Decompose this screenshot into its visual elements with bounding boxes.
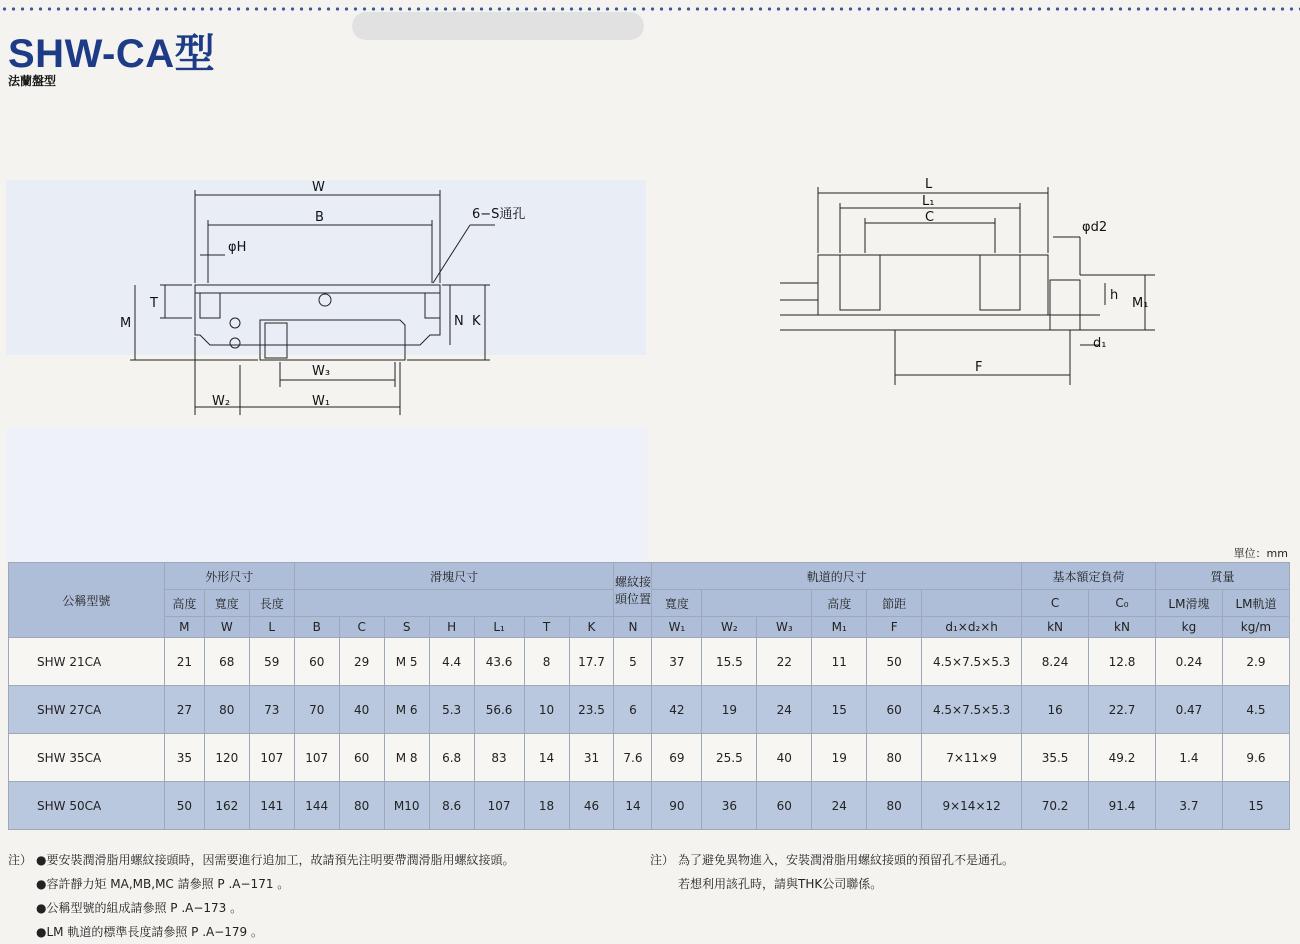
- label-W3: W₃: [312, 364, 331, 379]
- model-cell: SHW 21CA: [9, 638, 165, 686]
- sym-W3: W₃: [757, 617, 812, 638]
- sub-rail-width: 寬度: [652, 590, 702, 617]
- table-cell: M10: [384, 782, 429, 830]
- table-cell: 21: [164, 638, 204, 686]
- ghost-table-background: [6, 428, 648, 568]
- label-L1: L₁: [922, 194, 935, 209]
- table-cell: 7×11×9: [922, 734, 1022, 782]
- sub-width: 寬度: [204, 590, 249, 617]
- sym-N: N: [614, 617, 652, 638]
- sym-C-load: C: [1022, 590, 1089, 617]
- table-row: [9, 734, 1290, 782]
- label-W1: W₁: [312, 394, 331, 409]
- table-cell: 120: [204, 734, 249, 782]
- table-row: [9, 782, 1290, 830]
- label-B: B: [315, 210, 324, 225]
- header-load: 基本額定負荷: [1022, 563, 1156, 590]
- table-cell: 31: [569, 734, 614, 782]
- table-cell: 8: [524, 638, 569, 686]
- label-T: T: [150, 296, 158, 311]
- unit-kN-C: kN: [1022, 617, 1089, 638]
- table-cell: 70.2: [1022, 782, 1089, 830]
- table-cell: 8.6: [429, 782, 474, 830]
- note-right-1: [650, 848, 1014, 872]
- label-K: K: [472, 314, 481, 329]
- note-text: ●LM 軌道的標準長度請參照 P .A−179 。: [36, 925, 263, 939]
- table-cell: 6.8: [429, 734, 474, 782]
- label-M: M: [120, 316, 132, 331]
- table-cell: 4.5: [1222, 686, 1289, 734]
- table-cell: 9.6: [1222, 734, 1289, 782]
- dotted-border: [0, 6, 1300, 12]
- notes-right: [650, 848, 1014, 896]
- note-left-4: [8, 920, 514, 944]
- sym-S: S: [384, 617, 429, 638]
- label-C: C: [925, 210, 935, 225]
- table-row: [9, 686, 1290, 734]
- sym-K: K: [569, 617, 614, 638]
- table-cell: 80: [867, 782, 922, 830]
- table-cell: 35: [164, 734, 204, 782]
- sym-H: H: [429, 617, 474, 638]
- table-cell: 12.8: [1089, 638, 1156, 686]
- spec-table-body: [9, 638, 1290, 830]
- table-cell: 162: [204, 782, 249, 830]
- sym-W: W: [204, 617, 249, 638]
- table-cell: 91.4: [1089, 782, 1156, 830]
- table-cell: 16: [1022, 686, 1089, 734]
- sub-length: 長度: [249, 590, 294, 617]
- unit-kgm: kg/m: [1222, 617, 1289, 638]
- table-cell: 0.47: [1155, 686, 1222, 734]
- table-cell: 4.4: [429, 638, 474, 686]
- header-mass: 質量: [1155, 563, 1289, 590]
- sym-d: d₁×d₂×h: [922, 617, 1022, 638]
- table-cell: 1.4: [1155, 734, 1222, 782]
- table-cell: 59: [249, 638, 294, 686]
- table-cell: 18: [524, 782, 569, 830]
- sym-C: C: [339, 617, 384, 638]
- table-cell: 15: [1222, 782, 1289, 830]
- table-cell: 73: [249, 686, 294, 734]
- table-row: [9, 638, 1290, 686]
- note-prefix: 注）: [650, 853, 675, 867]
- label-d1: d₁: [1093, 336, 1107, 351]
- table-cell: 8.24: [1022, 638, 1089, 686]
- table-cell: 15: [812, 686, 867, 734]
- table-cell: 29: [339, 638, 384, 686]
- header-outer: 外形尺寸: [164, 563, 294, 590]
- table-cell: 69: [652, 734, 702, 782]
- unit-kN-C0: kN: [1089, 617, 1156, 638]
- table-cell: 7.6: [614, 734, 652, 782]
- table-cell: 49.2: [1089, 734, 1156, 782]
- model-cell: SHW 50CA: [9, 782, 165, 830]
- table-cell: 14: [524, 734, 569, 782]
- table-cell: 43.6: [474, 638, 524, 686]
- table-cell: 22: [757, 638, 812, 686]
- sym-M: M: [164, 617, 204, 638]
- table-cell: 60: [867, 686, 922, 734]
- table-cell: 5: [614, 638, 652, 686]
- table-cell: M 5: [384, 638, 429, 686]
- table-cell: 6: [614, 686, 652, 734]
- table-cell: 60: [294, 638, 339, 686]
- sym-C0: C₀: [1089, 590, 1156, 617]
- label-N: N: [454, 314, 464, 329]
- label-phid2: φd2: [1082, 220, 1108, 235]
- table-cell: 46: [569, 782, 614, 830]
- table-cell: 23.5: [569, 686, 614, 734]
- label-phiH: φH: [228, 240, 247, 255]
- header-block: 滑塊尺寸: [294, 563, 614, 590]
- table-cell: 36: [702, 782, 757, 830]
- table-cell: 11: [812, 638, 867, 686]
- sym-L1: L₁: [474, 617, 524, 638]
- table-cell: 25.5: [702, 734, 757, 782]
- model-cell: SHW 35CA: [9, 734, 165, 782]
- table-cell: 107: [474, 782, 524, 830]
- table-cell: 4.5×7.5×5.3: [922, 686, 1022, 734]
- table-cell: 42: [652, 686, 702, 734]
- sym-W1: W₁: [652, 617, 702, 638]
- unit-kg: kg: [1155, 617, 1222, 638]
- table-cell: 50: [164, 782, 204, 830]
- table-cell: 40: [757, 734, 812, 782]
- sub-lm-rail: LM軌道: [1222, 590, 1289, 617]
- table-cell: 107: [249, 734, 294, 782]
- table-cell: 0.24: [1155, 638, 1222, 686]
- label-M1: M₁: [1132, 296, 1149, 311]
- sub-rail-height: 高度: [812, 590, 867, 617]
- table-cell: 60: [757, 782, 812, 830]
- label-h: h: [1110, 288, 1119, 303]
- table-cell: 5.3: [429, 686, 474, 734]
- table-cell: 10: [524, 686, 569, 734]
- table-cell: 40: [339, 686, 384, 734]
- table-cell: 14: [614, 782, 652, 830]
- table-cell: 37: [652, 638, 702, 686]
- note-left-3: [8, 896, 514, 920]
- spec-table: [8, 562, 1290, 830]
- table-cell: 3.7: [1155, 782, 1222, 830]
- table-cell: 144: [294, 782, 339, 830]
- note-text: ●容許靜力矩 MA,MB,MC 請參照 P .A−171 。: [36, 877, 290, 891]
- table-cell: 17.7: [569, 638, 614, 686]
- table-cell: M 8: [384, 734, 429, 782]
- table-cell: 19: [702, 686, 757, 734]
- label-6S: 6−S通孔: [472, 207, 526, 222]
- table-cell: 19: [812, 734, 867, 782]
- label-W2: W₂: [212, 394, 231, 409]
- note-text: ●要安裝潤滑脂用螺紋接頭時，因需要進行追加工，故請預先注明要帶潤滑脂用螺紋接頭。: [36, 853, 515, 867]
- table-cell: 141: [249, 782, 294, 830]
- table-cell: 22.7: [1089, 686, 1156, 734]
- table-cell: 2.9: [1222, 638, 1289, 686]
- table-cell: 24: [757, 686, 812, 734]
- note-right-2: [650, 872, 1014, 896]
- sym-L: L: [249, 617, 294, 638]
- note-text: 若想利用該孔時，請與THK公司聯係。: [678, 877, 883, 891]
- table-cell: 4.5×7.5×5.3: [922, 638, 1022, 686]
- sub-height: 高度: [164, 590, 204, 617]
- table-cell: 80: [867, 734, 922, 782]
- note-left-1: [8, 848, 514, 872]
- table-cell: 9×14×12: [922, 782, 1022, 830]
- table-cell: 50: [867, 638, 922, 686]
- table-cell: 80: [204, 686, 249, 734]
- table-cell: 90: [652, 782, 702, 830]
- table-cell: 107: [294, 734, 339, 782]
- page-title: SHW-CA型: [8, 32, 216, 76]
- sym-T: T: [524, 617, 569, 638]
- model-cell: SHW 27CA: [9, 686, 165, 734]
- ghost-banner: [352, 12, 644, 40]
- table-cell: 60: [339, 734, 384, 782]
- sub-pitch: 節距: [867, 590, 922, 617]
- header-model: 公稱型號: [9, 563, 165, 638]
- table-cell: M 6: [384, 686, 429, 734]
- unit-label: 單位：mm: [1233, 547, 1288, 560]
- note-text: ●公稱型號的組成請參照 P .A−173 。: [36, 901, 243, 915]
- sym-F: F: [867, 617, 922, 638]
- sub-lm-block: LM滑塊: [1155, 590, 1222, 617]
- label-W: W: [312, 180, 325, 195]
- page-subtitle: 法蘭盤型: [8, 74, 57, 88]
- label-F: F: [975, 360, 983, 375]
- table-cell: 15.5: [702, 638, 757, 686]
- table-cell: 56.6: [474, 686, 524, 734]
- sym-M1: M₁: [812, 617, 867, 638]
- table-cell: 35.5: [1022, 734, 1089, 782]
- table-cell: 27: [164, 686, 204, 734]
- note-left-2: [8, 872, 514, 896]
- note-prefix: 注）: [8, 853, 33, 867]
- table-cell: 24: [812, 782, 867, 830]
- note-text: 為了避免異物進入，安裝潤滑脂用螺紋接頭的預留孔不是通孔。: [678, 853, 1015, 867]
- sym-B: B: [294, 617, 339, 638]
- front-view-diagram: [100, 175, 526, 425]
- table-cell: 80: [339, 782, 384, 830]
- header-rail: 軌道的尺寸: [652, 563, 1022, 590]
- label-L: L: [925, 177, 933, 192]
- sym-W2: W₂: [702, 617, 757, 638]
- table-cell: 70: [294, 686, 339, 734]
- header-grease: 螺紋接頭位置: [614, 563, 652, 617]
- side-view-diagram: [770, 175, 1190, 415]
- notes-left: [8, 848, 514, 944]
- table-cell: 68: [204, 638, 249, 686]
- table-cell: 83: [474, 734, 524, 782]
